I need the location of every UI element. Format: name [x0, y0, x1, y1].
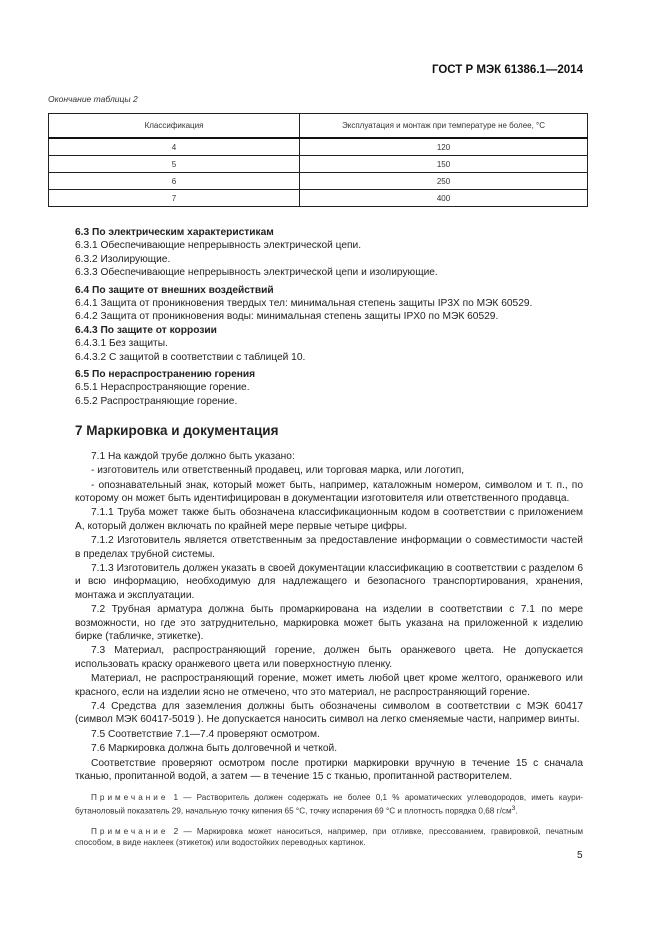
paragraph: Соответствие проверяют осмотром после протирки маркировки вручную в течение 15 с сначала тканью, пропитанной водой, а затем — в течение 15 с тканью, пропитанной растворителем.	[75, 757, 583, 783]
list-item: 6.5.2 Распространяющие горение.	[75, 395, 238, 407]
column-header: Классификация	[49, 114, 300, 139]
table-row	[49, 156, 588, 173]
subsection-title: 6.4 По защите от внешних воздействий	[75, 284, 274, 296]
paragraph: 7.1.3 Изготовитель должен указать в своей документации классификацию в соответствии с разделом 6 и всю информацию, необходимую для надлежащего и безопасного транспортирования, хранения, монтажа и эксплуатации.	[75, 562, 583, 601]
classification-table	[48, 113, 588, 207]
column-header: Эксплуатация и монтаж при температуре не более, °C	[300, 114, 588, 139]
note-label: Примечание	[91, 827, 169, 837]
subsection-title: 6.4.3 По защите от коррозии	[75, 324, 217, 336]
table-header-row	[49, 114, 588, 139]
note-text: 2 — Маркировка может наноситься, например, при отливке, прессованием, гравировкой, печатным способом, в виде наклеек (этикеток) или водостойких переводных картинок.	[75, 827, 583, 848]
note-text: 1 — Растворитель должен содержать не более 0,1 % ароматических углеводородов, иметь каури-бутаноловый показатель 29, начальную точку кипения 65 °С, точку испарения 69 °С и плотность порядка 0,68 г/см	[75, 793, 583, 817]
note-end: .	[515, 807, 518, 817]
document-header: ГОСТ Р МЭК 61386.1—2014	[431, 64, 583, 76]
list-item: 6.5.1 Нераспространяющие горение.	[75, 382, 250, 394]
table-row	[49, 138, 588, 156]
paragraph: - изготовитель или ответственный продавец, или торговая марка, или логотип,	[91, 465, 465, 477]
table-cell: 150	[300, 156, 588, 173]
table-cell: 7	[49, 190, 300, 207]
section-title: 7 Маркировка и документация	[75, 423, 279, 439]
paragraph: 7.6 Маркировка должна быть долговечной и четкой.	[91, 743, 338, 755]
paragraph: - опознавательный знак, который может быть, например, каталожным номером, символом и т. п., по которому он может быть идентифицирован в документации изготовителя или ответственного продавца.	[75, 479, 583, 504]
subsection-title: 6.3 По электрическим характеристикам	[75, 227, 274, 238]
note-label: Примечание	[91, 793, 169, 803]
table-cell: 400	[300, 190, 588, 207]
page-number: 5	[577, 850, 583, 861]
table-cell: 5	[49, 156, 300, 173]
paragraph: 7.5 Соответствие 7.1—7.4 проверяют осмотром.	[91, 728, 320, 740]
paragraph: 7.2 Трубная арматура должна быть промаркирована на изделии в соответствии с 7.1 по мере возможности, но где это затруднительно, маркировка может быть указана на приложенной к изделию бирке (табличке, этикетке).	[75, 604, 583, 642]
paragraph: 7.4 Средства для заземления должны быть обозначены символом в соответствии с МЭК 60417 (символ МЭК 60417-5019 ). Не допускается наносить символ на легко сменяемые части, например винты.	[75, 701, 583, 726]
table-cell: 4	[49, 138, 300, 156]
paragraph: 7.1.1 Труба может также быть обозначена классификационным кодом в соответствии с приложением А, который должен включать по крайней мере первые четыре цифры.	[75, 507, 583, 532]
list-item: 6.4.2 Защита от проникновения воды: минимальная степень защиты IPX0 по МЭК 60529.	[75, 311, 499, 323]
note-superscript: 3	[511, 805, 516, 813]
note-1	[75, 792, 583, 817]
list-item: 6.4.1 Защита от проникновения твердых тел: минимальная степень защиты IP3X по МЭК 60529.	[75, 298, 533, 310]
table-cell: 250	[300, 173, 588, 190]
note-2	[75, 826, 583, 848]
list-item: 6.4.3.1 Без защиты.	[75, 338, 168, 350]
table-row	[49, 173, 588, 190]
table-cell: 120	[300, 138, 588, 156]
subsection-title: 6.5 По нераспространению горения	[75, 369, 256, 381]
paragraph: 7.1 На каждой трубе должно быть указано:	[91, 450, 295, 462]
paragraph: Материал, не распространяющий горение, может иметь любой цвет кроме желтого, оранжевого или красного, если на изделии ясно не отмечено, что это материал, не распространяющий горение.	[75, 673, 583, 698]
list-item: 6.3.1 Обеспечивающие непрерывность электрической цепи.	[75, 240, 362, 252]
table-cell: 6	[49, 173, 300, 190]
paragraph: 7.3 Материал, распространяющий горение, должен быть оранжевого цвета. Не допускается использовать краску оранжевого цвета или поверхностную пленку.	[75, 645, 583, 670]
list-item: 6.4.3.2 С защитой в соответствии с таблицей 10.	[75, 351, 306, 363]
list-item: 6.3.2 Изолирующие.	[75, 253, 171, 265]
table-caption: Окончание таблицы 2	[48, 94, 138, 104]
document-body	[75, 222, 583, 848]
paragraph: 7.1.2 Изготовитель является ответственным за предоставление информации о совместимости частей в пределах трубной системы.	[75, 535, 583, 560]
table-row	[49, 190, 588, 207]
list-item: 6.3.3 Обеспечивающие непрерывность электрической цепи и изолирующие.	[75, 267, 438, 279]
